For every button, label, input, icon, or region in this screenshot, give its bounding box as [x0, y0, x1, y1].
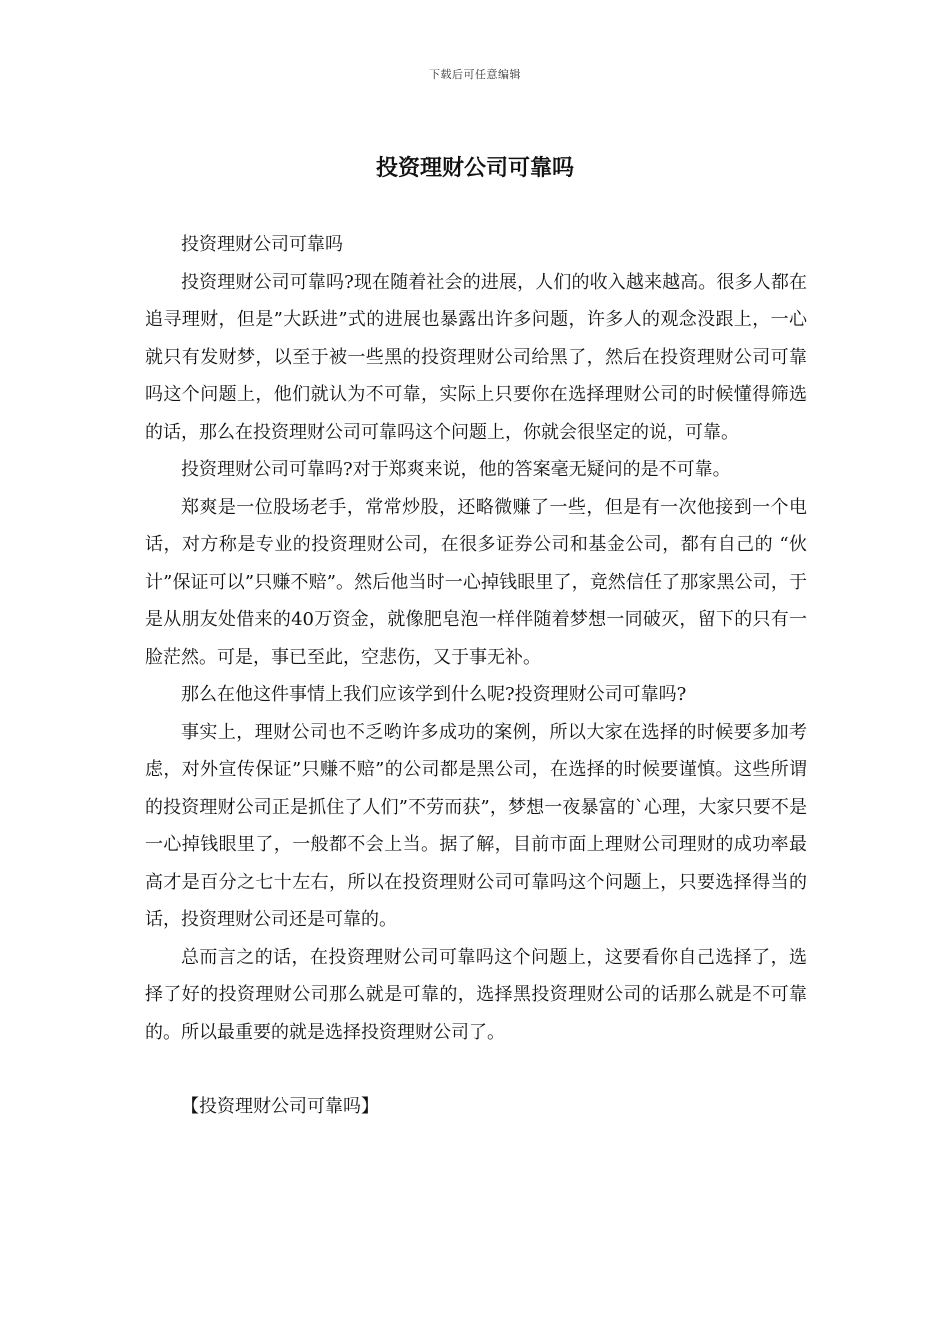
- paragraph: 郑爽是一位股场老手，常常炒股，还略微赚了一些，但是有一次他接到一个电话，对方称是专业的投资理财公司，在很多证券公司和基金公司，都有自己的 “伙计”保证可以”只赚不赔”。然后他当时一心掉钱眼里了，竟然信任了那家黑公司，于是从朋友处借来的40万资金，就像肥皂泡一样伴随着梦想一同破灭，留下的只有一脸茫然。可是，事已至此，空悲伤，又于事无补。: [145, 496, 807, 668]
- paragraph-spacer: [145, 1051, 807, 1088]
- document-title: 投资理财公司可靠吗: [375, 155, 574, 181]
- paragraph: 投资理财公司可靠吗?对于郑爽来说，他的答案毫无疑问的是不可靠。: [181, 459, 731, 480]
- header-note: 下载后可任意编辑: [429, 68, 521, 81]
- paragraph: 那么在他这件事情上我们应该学到什么呢?投资理财公司可靠吗?: [181, 684, 687, 705]
- paragraph: 事实上，理财公司也不乏哟许多成功的案例，所以大家在选择的时候要多加考虑，对外宣传保证”只赚不赔”的公司都是黑公司，在选择的时候要谨慎。这些所谓的投资理财公司正是抓住了人们”不劳而获”，梦想一夜暴富的`心理，大家只要不是一心掉钱眼里了，一般都不会上当。据了解，目前市面上理财公司理财的成功率最高才是百分之七十左右，所以在投资理财公司可靠吗这个问题上，只要选择得当的话，投资理财公司还是可靠的。: [145, 721, 807, 930]
- paragraph: 投资理财公司可靠吗: [181, 234, 343, 255]
- paragraph: 投资理财公司可靠吗?现在随着社会的进展，人们的收入越来越高。很多人都在追寻理财，但是”大跃进”式的进展也暴露出许多问题，许多人的观念没跟上，一心就只有发财梦，以至于被一些黑的投资理财公司给黑了，然后在投资理财公司可靠吗这个问题上，他们就认为不可靠，实际上只要你在选择理财公司的时候懂得筛选的话，那么在投资理财公司可靠吗这个问题上，你就会很坚定的说，可靠。: [145, 271, 807, 443]
- paragraph: 总而言之的话，在投资理财公司可靠吗这个问题上，这要看你自己选择了，选择了好的投资理财公司那么就是可靠的，选择黑投资理财公司的话那么就是不可靠的。所以最重要的就是选择投资理财公司了。: [145, 946, 807, 1043]
- footer-tag: 【投资理财公司可靠吗】: [181, 1096, 379, 1117]
- document-body: [145, 226, 807, 1126]
